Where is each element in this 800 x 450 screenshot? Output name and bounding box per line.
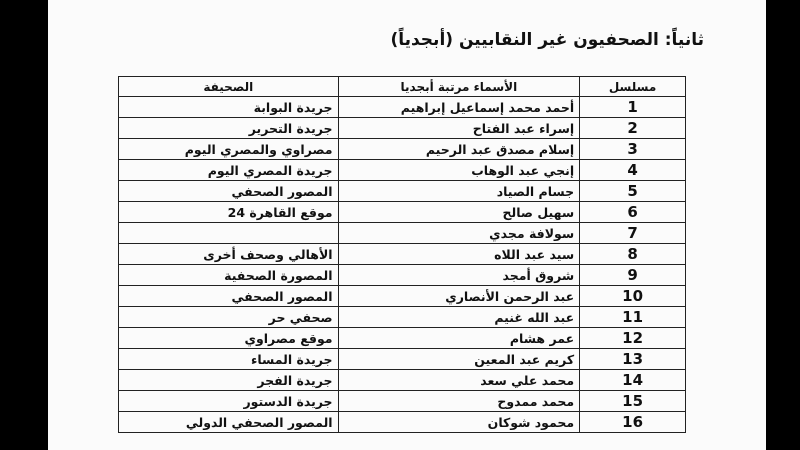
row-outlet: جريدة الدستور	[119, 391, 339, 412]
table-row	[119, 370, 686, 391]
row-outlet: موقع مصراوي	[119, 328, 339, 349]
row-name: سيد عبد اللاه	[338, 244, 580, 265]
right-letterbox-bar	[766, 0, 800, 450]
row-outlet: المصورة الصحفية	[119, 265, 339, 286]
table-row	[119, 97, 686, 118]
column-header-name: الأسماء مرتبة أبجديا	[338, 77, 580, 97]
table-row	[119, 223, 686, 244]
row-name: جسام الصياد	[338, 181, 580, 202]
row-serial: 4	[580, 160, 686, 181]
row-outlet: صحفي حر	[119, 307, 339, 328]
row-name: إسلام مصدق عبد الرحيم	[338, 139, 580, 160]
row-serial: 12	[580, 328, 686, 349]
row-name: إسراء عبد الفتاح	[338, 118, 580, 139]
row-name: إنجي عبد الوهاب	[338, 160, 580, 181]
table-header-row	[119, 77, 686, 97]
row-name: أحمد محمد إسماعيل إبراهيم	[338, 97, 580, 118]
table-row	[119, 391, 686, 412]
row-serial: 16	[580, 412, 686, 433]
table-row	[119, 160, 686, 181]
row-name: عبد الرحمن الأنصاري	[338, 286, 580, 307]
table-row	[119, 328, 686, 349]
row-serial: 9	[580, 265, 686, 286]
table-row	[119, 412, 686, 433]
row-serial: 3	[580, 139, 686, 160]
row-serial: 5	[580, 181, 686, 202]
row-name: عبد الله غنيم	[338, 307, 580, 328]
row-outlet: المصور الصحفي	[119, 181, 339, 202]
row-name: محمد علي سعد	[338, 370, 580, 391]
table-row	[119, 118, 686, 139]
row-outlet: جريدة التحرير	[119, 118, 339, 139]
row-outlet: المصور الصحفي الدولي	[119, 412, 339, 433]
table-row	[119, 181, 686, 202]
row-outlet: جريدة البوابة	[119, 97, 339, 118]
row-name: محمد ممدوح	[338, 391, 580, 412]
row-serial: 8	[580, 244, 686, 265]
table-row	[119, 202, 686, 223]
table-row	[119, 286, 686, 307]
row-serial: 2	[580, 118, 686, 139]
row-serial: 1	[580, 97, 686, 118]
left-letterbox-bar	[0, 0, 48, 450]
table-row	[119, 307, 686, 328]
row-name: كريم عبد المعين	[338, 349, 580, 370]
row-outlet	[119, 223, 339, 244]
row-name: شروق أمجد	[338, 265, 580, 286]
column-header-serial: مسلسل	[580, 77, 686, 97]
row-name: عمر هشام	[338, 328, 580, 349]
table-row	[119, 349, 686, 370]
row-name: سولافة مجدي	[338, 223, 580, 244]
row-name: سهيل صالح	[338, 202, 580, 223]
section-heading: ثانياً: الصحفيون غير النقابيين (أبجدياً)	[390, 30, 704, 50]
table-row	[119, 265, 686, 286]
row-serial: 7	[580, 223, 686, 244]
row-serial: 14	[580, 370, 686, 391]
row-outlet: مصراوي والمصري اليوم	[119, 139, 339, 160]
row-name: محمود شوكان	[338, 412, 580, 433]
table-row	[119, 244, 686, 265]
row-outlet: المصور الصحفي	[119, 286, 339, 307]
row-outlet: الأهالي وصحف أخرى	[119, 244, 339, 265]
journalists-table	[118, 76, 686, 433]
table-row	[119, 139, 686, 160]
row-serial: 11	[580, 307, 686, 328]
column-header-outlet: الصحيفة	[119, 77, 339, 97]
row-outlet: جريدة المساء	[119, 349, 339, 370]
row-outlet: موقع القاهرة 24	[119, 202, 339, 223]
row-outlet: جريدة المصري اليوم	[119, 160, 339, 181]
row-serial: 15	[580, 391, 686, 412]
row-serial: 13	[580, 349, 686, 370]
row-outlet: جريدة الفجر	[119, 370, 339, 391]
row-serial: 10	[580, 286, 686, 307]
row-serial: 6	[580, 202, 686, 223]
document-page	[48, 0, 766, 450]
